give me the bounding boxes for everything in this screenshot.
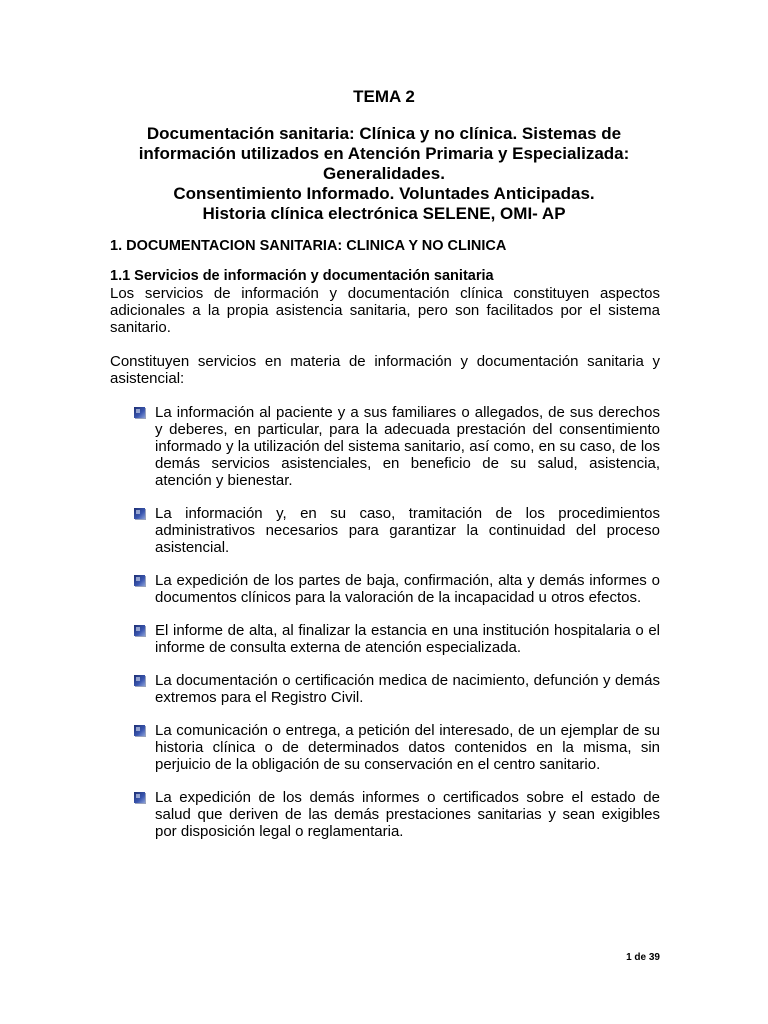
list-item xyxy=(134,505,660,556)
blue-square-bullet-icon xyxy=(134,675,145,686)
blue-square-bullet-icon xyxy=(134,575,145,586)
list-item xyxy=(134,722,660,773)
list-item-text: La expedición de los demás informes o certificados sobre el estado de salud que deriven de las demás prestaciones sanitarias y sean exigibles por disposición legal o reglamentaria. xyxy=(155,789,660,840)
bullet-list xyxy=(110,404,660,840)
title-line: Generalidades. xyxy=(323,164,445,183)
list-item-text: La comunicación o entrega, a petición del interesado, de un ejemplar de su historia clínica o de determinados datos contenidos en la misma, sin perjuicio de la obligación de su conservación en el centro sanitario. xyxy=(155,722,660,773)
list-item-text: La documentación o certificación medica de nacimiento, defunción y demás extremos para el Registro Civil. xyxy=(155,672,660,706)
subsection-heading: 1.1 Servicios de información y documentación sanitaria xyxy=(110,268,494,284)
list-item xyxy=(134,404,660,489)
title-line: Historia clínica electrónica SELENE, OMI- AP xyxy=(202,204,566,223)
list-item xyxy=(134,672,660,706)
blue-square-bullet-icon xyxy=(134,625,145,636)
list-item-text: El informe de alta, al finalizar la estancia en una institución hospitalaria o el informe de consulta externa de atención especializada. xyxy=(155,622,660,656)
document-body xyxy=(110,238,660,856)
paragraph: Constituyen servicios en materia de información y documentación sanitaria y asistencial: xyxy=(110,353,660,387)
blue-square-bullet-icon xyxy=(134,508,145,519)
list-item xyxy=(134,622,660,656)
list-item-text: La información al paciente y a sus familiares o allegados, de sus derechos y deberes, en particular, para la adecuada prestación del consentimiento informado y la utilización del sistema sanitario, así como, en su caso, de los demás servicios asistenciales, en beneficio de su salud, asistencia, atención y bienestar. xyxy=(155,404,660,489)
list-item-text: La información y, en su caso, tramitación de los procedimientos administrativos necesarios para garantizar la continuidad del proceso asistencial. xyxy=(155,505,660,556)
title-line: información utilizados en Atención Primaria y Especializada: xyxy=(138,144,630,163)
list-item-text: La expedición de los partes de baja, confirmación, alta y demás informes o documentos clínicos para la valoración de la incapacidad u otros efectos. xyxy=(155,572,660,606)
document-title xyxy=(100,124,668,224)
paragraph: Los servicios de información y documentación clínica constituyen aspectos adicionales a la propia asistencia sanitaria, pero son facilitados por el sistema sanitario. xyxy=(110,285,660,336)
list-item xyxy=(134,789,660,840)
title-line: Documentación sanitaria: Clínica y no clínica. Sistemas de xyxy=(146,124,622,143)
list-item xyxy=(134,572,660,606)
blue-square-bullet-icon xyxy=(134,792,145,803)
page-number: 1 de 39 xyxy=(626,952,660,963)
blue-square-bullet-icon xyxy=(134,725,145,736)
title-line: Consentimiento Informado. Voluntades Anticipadas. xyxy=(173,184,595,203)
blue-square-bullet-icon xyxy=(134,407,145,418)
chapter-label: TEMA 2 xyxy=(353,87,415,106)
section-heading: 1. DOCUMENTACION SANITARIA: CLINICA Y NO CLINICA xyxy=(110,238,507,254)
